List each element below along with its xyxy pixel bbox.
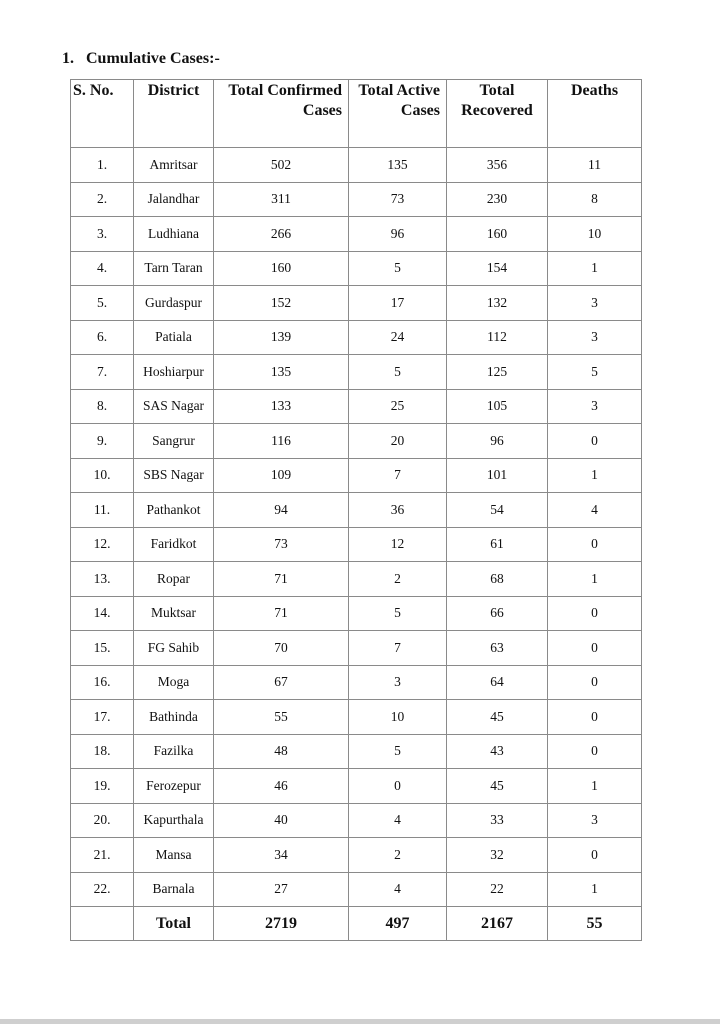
table-total-row (71, 907, 642, 941)
cell-active: 24 (349, 320, 447, 355)
table-body (71, 148, 642, 941)
cell-confirmed: 46 (214, 769, 349, 804)
cell-active: 96 (349, 217, 447, 252)
cell-sno: 16. (71, 665, 134, 700)
header-total-active-line1: Total Active (358, 82, 440, 99)
cell-recovered: 101 (447, 458, 548, 493)
cell-confirmed: 55 (214, 700, 349, 735)
table-row (71, 803, 642, 838)
cell-deaths: 0 (548, 631, 642, 666)
cell-confirmed: 70 (214, 631, 349, 666)
cell-recovered: 132 (447, 286, 548, 321)
cell-recovered: 66 (447, 596, 548, 631)
cell-active: 5 (349, 734, 447, 769)
cell-deaths: 1 (548, 458, 642, 493)
header-total-active (349, 80, 447, 148)
table-row (71, 251, 642, 286)
header-total-confirmed-line2: Cases (302, 102, 342, 119)
table-row (71, 872, 642, 907)
cell-deaths: 1 (548, 562, 642, 597)
cell-confirmed: 502 (214, 148, 349, 183)
table-row (71, 700, 642, 735)
total-cell-district: Total (134, 907, 214, 941)
cell-deaths: 3 (548, 803, 642, 838)
cell-active: 5 (349, 355, 447, 390)
header-total-active-line2: Cases (400, 102, 440, 119)
cell-active: 12 (349, 527, 447, 562)
header-deaths: Deaths (548, 80, 642, 148)
cell-district: Gurdaspur (134, 286, 214, 321)
cell-active: 2 (349, 562, 447, 597)
cell-recovered: 96 (447, 424, 548, 459)
cell-deaths: 1 (548, 872, 642, 907)
cell-deaths: 0 (548, 424, 642, 459)
cell-confirmed: 109 (214, 458, 349, 493)
total-cell-recovered: 2167 (447, 907, 548, 941)
table-row (71, 148, 642, 183)
cell-sno: 7. (71, 355, 134, 390)
table-row (71, 562, 642, 597)
table-row (71, 734, 642, 769)
cell-deaths: 3 (548, 320, 642, 355)
table-row (71, 389, 642, 424)
cell-recovered: 112 (447, 320, 548, 355)
cell-sno: 13. (71, 562, 134, 597)
cell-confirmed: 40 (214, 803, 349, 838)
table-row (71, 838, 642, 873)
cell-deaths: 11 (548, 148, 642, 183)
cell-sno: 17. (71, 700, 134, 735)
cell-recovered: 160 (447, 217, 548, 252)
cell-deaths: 5 (548, 355, 642, 390)
cell-district: Fazilka (134, 734, 214, 769)
table-row (71, 320, 642, 355)
cell-district: Barnala (134, 872, 214, 907)
table-row (71, 596, 642, 631)
cell-district: Ferozepur (134, 769, 214, 804)
cell-deaths: 3 (548, 389, 642, 424)
table-row (71, 493, 642, 528)
cell-active: 20 (349, 424, 447, 459)
cell-sno: 19. (71, 769, 134, 804)
cell-deaths: 0 (548, 527, 642, 562)
cell-deaths: 0 (548, 700, 642, 735)
cell-district: Amritsar (134, 148, 214, 183)
total-cell-confirmed: 2719 (214, 907, 349, 941)
cell-deaths: 8 (548, 182, 642, 217)
header-total-recovered-line2: Recovered (461, 102, 533, 119)
cell-active: 5 (349, 596, 447, 631)
table-row (71, 286, 642, 321)
cell-recovered: 43 (447, 734, 548, 769)
cell-active: 2 (349, 838, 447, 873)
cell-deaths: 0 (548, 596, 642, 631)
cell-sno: 8. (71, 389, 134, 424)
cell-deaths: 0 (548, 838, 642, 873)
cell-sno: 9. (71, 424, 134, 459)
cell-sno: 22. (71, 872, 134, 907)
cell-active: 3 (349, 665, 447, 700)
cell-active: 4 (349, 872, 447, 907)
cell-deaths: 0 (548, 665, 642, 700)
cell-district: Tarn Taran (134, 251, 214, 286)
cell-sno: 11. (71, 493, 134, 528)
cell-confirmed: 71 (214, 596, 349, 631)
cell-confirmed: 116 (214, 424, 349, 459)
cell-district: SAS Nagar (134, 389, 214, 424)
cell-district: Jalandhar (134, 182, 214, 217)
table-header-row (71, 80, 642, 148)
cell-sno: 18. (71, 734, 134, 769)
cell-active: 7 (349, 458, 447, 493)
cell-sno: 3. (71, 217, 134, 252)
cell-deaths: 4 (548, 493, 642, 528)
cell-recovered: 22 (447, 872, 548, 907)
cell-recovered: 45 (447, 769, 548, 804)
table-row (71, 182, 642, 217)
cell-district: Kapurthala (134, 803, 214, 838)
total-cell-sno (71, 907, 134, 941)
cell-confirmed: 133 (214, 389, 349, 424)
cell-recovered: 68 (447, 562, 548, 597)
cell-sno: 10. (71, 458, 134, 493)
cell-recovered: 154 (447, 251, 548, 286)
table-row (71, 769, 642, 804)
cell-deaths: 1 (548, 251, 642, 286)
cell-district: FG Sahib (134, 631, 214, 666)
section-heading (62, 50, 220, 68)
cell-district: Ropar (134, 562, 214, 597)
cell-confirmed: 139 (214, 320, 349, 355)
cell-recovered: 32 (447, 838, 548, 873)
cell-active: 73 (349, 182, 447, 217)
cell-confirmed: 73 (214, 527, 349, 562)
header-total-recovered-line1: Total (479, 82, 515, 99)
table-row (71, 424, 642, 459)
cell-confirmed: 311 (214, 182, 349, 217)
cell-recovered: 356 (447, 148, 548, 183)
cell-sno: 20. (71, 803, 134, 838)
cell-district: Sangrur (134, 424, 214, 459)
header-total-confirmed-line1: Total Confirmed (228, 82, 342, 99)
cell-deaths: 10 (548, 217, 642, 252)
section-number: 1. (62, 50, 74, 67)
cell-sno: 2. (71, 182, 134, 217)
cell-active: 10 (349, 700, 447, 735)
table-row (71, 355, 642, 390)
cell-active: 17 (349, 286, 447, 321)
cell-district: Ludhiana (134, 217, 214, 252)
cell-confirmed: 34 (214, 838, 349, 873)
page-bottom-divider (0, 1019, 720, 1024)
section-title: Cumulative Cases:- (86, 50, 220, 67)
cell-active: 5 (349, 251, 447, 286)
header-total-confirmed (214, 80, 349, 148)
table-row (71, 631, 642, 666)
cell-sno: 12. (71, 527, 134, 562)
cell-district: Pathankot (134, 493, 214, 528)
cell-active: 135 (349, 148, 447, 183)
cell-sno: 5. (71, 286, 134, 321)
total-cell-active: 497 (349, 907, 447, 941)
cell-active: 36 (349, 493, 447, 528)
cell-recovered: 33 (447, 803, 548, 838)
cell-recovered: 45 (447, 700, 548, 735)
cell-recovered: 54 (447, 493, 548, 528)
cell-district: Faridkot (134, 527, 214, 562)
table-row (71, 665, 642, 700)
cell-sno: 14. (71, 596, 134, 631)
cell-active: 7 (349, 631, 447, 666)
header-sno: S. No. (71, 80, 134, 148)
header-district: District (134, 80, 214, 148)
cell-district: Muktsar (134, 596, 214, 631)
cell-sno: 15. (71, 631, 134, 666)
cell-district: Bathinda (134, 700, 214, 735)
cell-confirmed: 27 (214, 872, 349, 907)
cell-recovered: 61 (447, 527, 548, 562)
cell-recovered: 105 (447, 389, 548, 424)
cell-confirmed: 48 (214, 734, 349, 769)
cell-active: 4 (349, 803, 447, 838)
header-total-recovered (447, 80, 548, 148)
cell-sno: 21. (71, 838, 134, 873)
cell-deaths: 1 (548, 769, 642, 804)
cell-district: SBS Nagar (134, 458, 214, 493)
cell-recovered: 125 (447, 355, 548, 390)
cell-deaths: 3 (548, 286, 642, 321)
cell-confirmed: 135 (214, 355, 349, 390)
total-cell-deaths: 55 (548, 907, 642, 941)
cell-district: Mansa (134, 838, 214, 873)
cell-confirmed: 94 (214, 493, 349, 528)
cell-district: Hoshiarpur (134, 355, 214, 390)
cell-confirmed: 266 (214, 217, 349, 252)
cell-recovered: 64 (447, 665, 548, 700)
cell-active: 0 (349, 769, 447, 804)
cell-confirmed: 67 (214, 665, 349, 700)
cell-sno: 6. (71, 320, 134, 355)
cell-sno: 4. (71, 251, 134, 286)
table-row (71, 217, 642, 252)
cell-active: 25 (349, 389, 447, 424)
cell-district: Patiala (134, 320, 214, 355)
cell-deaths: 0 (548, 734, 642, 769)
cell-confirmed: 160 (214, 251, 349, 286)
cell-district: Moga (134, 665, 214, 700)
cell-recovered: 230 (447, 182, 548, 217)
cell-recovered: 63 (447, 631, 548, 666)
table-row (71, 458, 642, 493)
cell-confirmed: 152 (214, 286, 349, 321)
cumulative-cases-table (70, 79, 642, 941)
cell-sno: 1. (71, 148, 134, 183)
table-row (71, 527, 642, 562)
cell-confirmed: 71 (214, 562, 349, 597)
